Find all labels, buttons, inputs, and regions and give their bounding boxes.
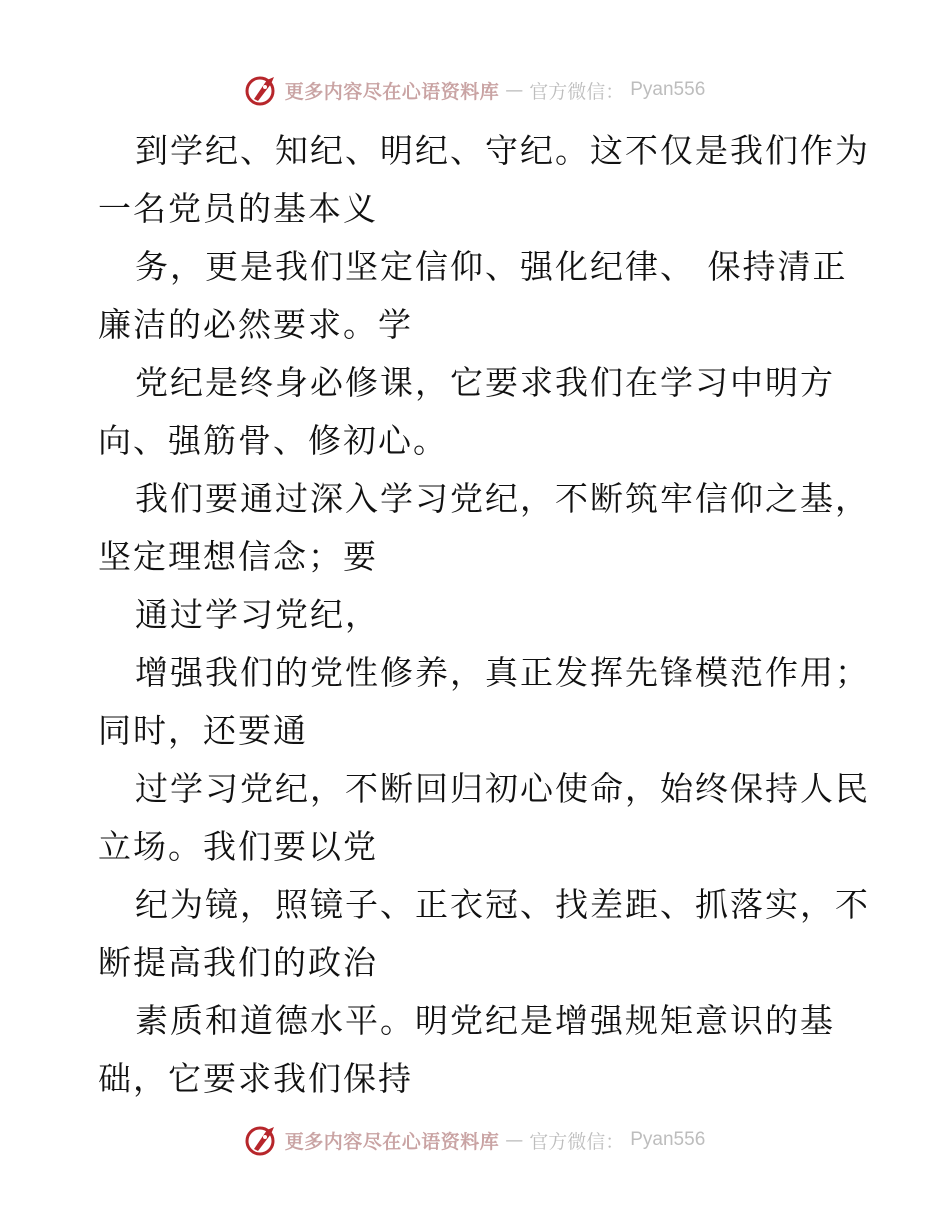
body-line: 素质和道德水平。明党纪是增强规矩意识的基 [135, 1001, 835, 1040]
body-line: 党纪是终身必修课，它要求我们在学习中明方 [135, 363, 835, 402]
body-line: 坚定理想信念；要 [98, 537, 378, 576]
pen-nib-logo-icon [245, 73, 279, 107]
header-banner [0, 70, 950, 110]
footer-separator: — [505, 1129, 524, 1151]
header-site-text: 更多内容尽在心语资料库 [284, 80, 500, 103]
body-line: 础，它要求我们保持 [98, 1059, 413, 1098]
body-line: 立场。我们要以党 [98, 827, 378, 866]
document-body [98, 122, 870, 1108]
body-line: 一名党员的基本义 [98, 189, 378, 228]
body-line: 断提高我们的政治 [98, 943, 378, 982]
body-line: 纪为镜，照镜子、正衣冠、找差距、抓落实，不 [135, 885, 870, 924]
body-line: 增强我们的党性修养，真正发挥先锋模范作用； [135, 653, 870, 692]
header-wechat-label: 官方微信： [529, 80, 625, 103]
footer-site-text: 更多内容尽在心语资料库 [284, 1130, 500, 1153]
pen-nib-logo-icon [245, 1123, 279, 1157]
body-line: 通过学习党纪， [135, 595, 380, 634]
body-line: 务，更是我们坚定信仰、强化纪律、 保持清正 [135, 247, 848, 286]
footer-wechat-id: Pyan556 [630, 1129, 706, 1150]
header-separator: — [505, 79, 524, 101]
body-line: 廉洁的必然要求。学 [98, 305, 413, 344]
body-line: 到学纪、知纪、明纪、守纪。这不仅是我们作为 [135, 131, 870, 170]
body-line: 同时，还要通 [98, 711, 308, 750]
footer-wechat-label: 官方微信： [529, 1130, 625, 1153]
footer-banner [0, 1120, 950, 1160]
body-line: 我们要通过深入学习党纪，不断筑牢信仰之基， [135, 479, 870, 518]
header-wechat-id: Pyan556 [630, 79, 706, 100]
body-line: 向、强筋骨、修初心。 [98, 421, 448, 460]
body-line: 过学习党纪，不断回归初心使命，始终保持人民 [135, 769, 870, 808]
